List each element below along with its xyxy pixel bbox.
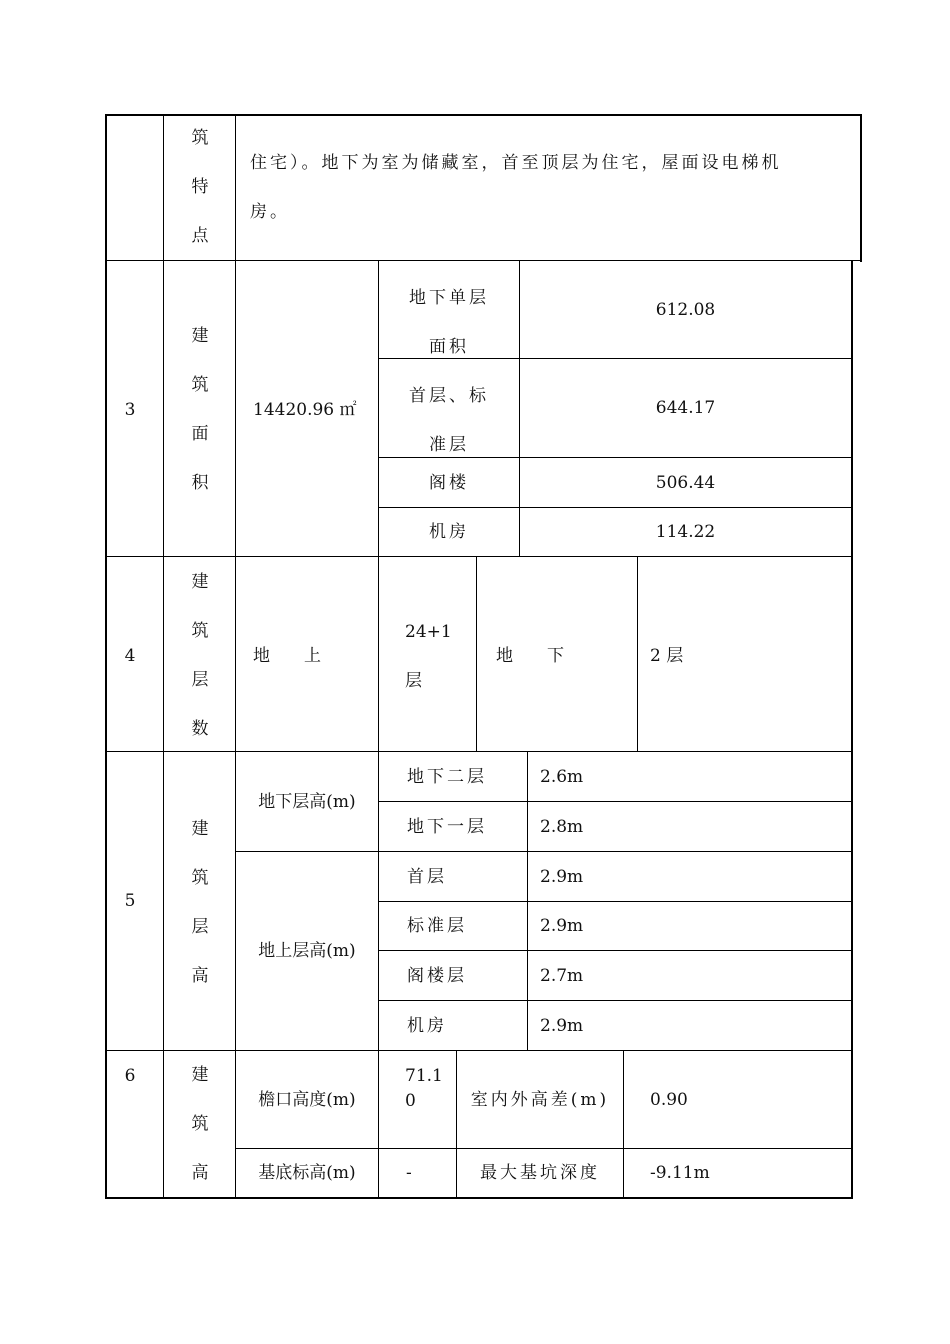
feature-text-line1: 住宅）。地下为室为储藏室，首至顶层为住宅，屋面设电梯机 — [250, 153, 782, 173]
label-char: 建 — [191, 572, 209, 592]
feature-text-line2: 房。 — [250, 202, 290, 222]
label-char: 积 — [191, 473, 209, 493]
height-item-name: 机房 — [407, 1015, 447, 1036]
label-char: 筑 — [191, 1114, 209, 1134]
total-area: 14420.96 ㎡ — [253, 400, 357, 420]
feature-label — [164, 114, 236, 261]
label-char: 高 — [191, 966, 209, 986]
row-number: 4 — [124, 646, 136, 666]
height-item-name: 首层 — [407, 866, 447, 887]
max-pit-depth-value: -9.11m — [650, 1163, 710, 1183]
label-char: 层 — [191, 917, 209, 937]
label-char: 点 — [191, 226, 209, 246]
height-item-value: 2.8m — [540, 816, 584, 837]
base-elevation-value: - — [406, 1163, 412, 1183]
heights-label — [164, 805, 236, 1001]
floors-label — [164, 558, 236, 754]
height-item-name: 地下二层 — [407, 766, 487, 787]
row-number: 3 — [124, 400, 136, 420]
row-number: 6 — [124, 1066, 136, 1086]
below-ground-floors: 2 层 — [650, 646, 684, 666]
label-char: 层 — [191, 670, 209, 690]
height-item-value: 2.9m — [540, 1015, 584, 1036]
area-item-value: 612.08 — [655, 299, 716, 320]
area-label — [164, 312, 236, 508]
area-item-name: 首层、标 准层 — [409, 386, 489, 455]
area-item-value: 644.17 — [655, 398, 716, 418]
height-item-value: 2.9m — [540, 866, 584, 887]
label-char: 筑 — [191, 868, 209, 888]
above-ground-height-group: 地上层高(m) — [258, 941, 356, 961]
eave-height-value: 71.1 0 — [405, 1066, 443, 1111]
max-pit-depth-label: 最大基坑深度 — [480, 1163, 600, 1183]
area-item-value: 114.22 — [655, 522, 716, 542]
height-item-name: 阁楼层 — [407, 965, 467, 986]
above-ground-floors: 24+1 层 — [405, 622, 452, 691]
label-char: 筑 — [191, 128, 209, 148]
indoor-outdoor-diff-value: 0.90 — [650, 1089, 688, 1110]
label-char: 特 — [191, 177, 209, 197]
label-char: 建 — [191, 819, 209, 839]
label-char: 建 — [191, 1065, 209, 1085]
row-number: 5 — [124, 891, 136, 911]
below-ground-height-group: 地下层高(m) — [258, 791, 356, 812]
label-char: 筑 — [191, 375, 209, 395]
label-char: 数 — [191, 719, 209, 739]
height-item-value: 2.7m — [540, 965, 584, 986]
elevation-label — [164, 1051, 236, 1198]
above-ground-label: 地 上 — [253, 646, 321, 666]
indoor-outdoor-diff-label: 室内外高差(m) — [470, 1089, 610, 1110]
label-char: 高 — [191, 1163, 209, 1183]
label-char: 建 — [191, 326, 209, 346]
area-item-name: 机房 — [429, 522, 469, 542]
area-item-name: 阁楼 — [429, 472, 469, 493]
below-ground-label: 地 下 — [496, 646, 564, 666]
height-item-value: 2.6m — [540, 766, 584, 787]
height-item-name: 标准层 — [407, 916, 467, 936]
height-item-value: 2.9m — [540, 916, 584, 936]
height-item-name: 地下一层 — [407, 816, 487, 837]
label-char: 筑 — [191, 621, 209, 641]
area-item-value: 506.44 — [655, 472, 716, 493]
label-char: 面 — [191, 424, 209, 444]
base-elevation-label: 基底标高(m) — [258, 1163, 356, 1183]
area-item-name: 地下单层 面积 — [409, 288, 489, 357]
eave-height-label: 檐口高度(m) — [258, 1089, 356, 1110]
